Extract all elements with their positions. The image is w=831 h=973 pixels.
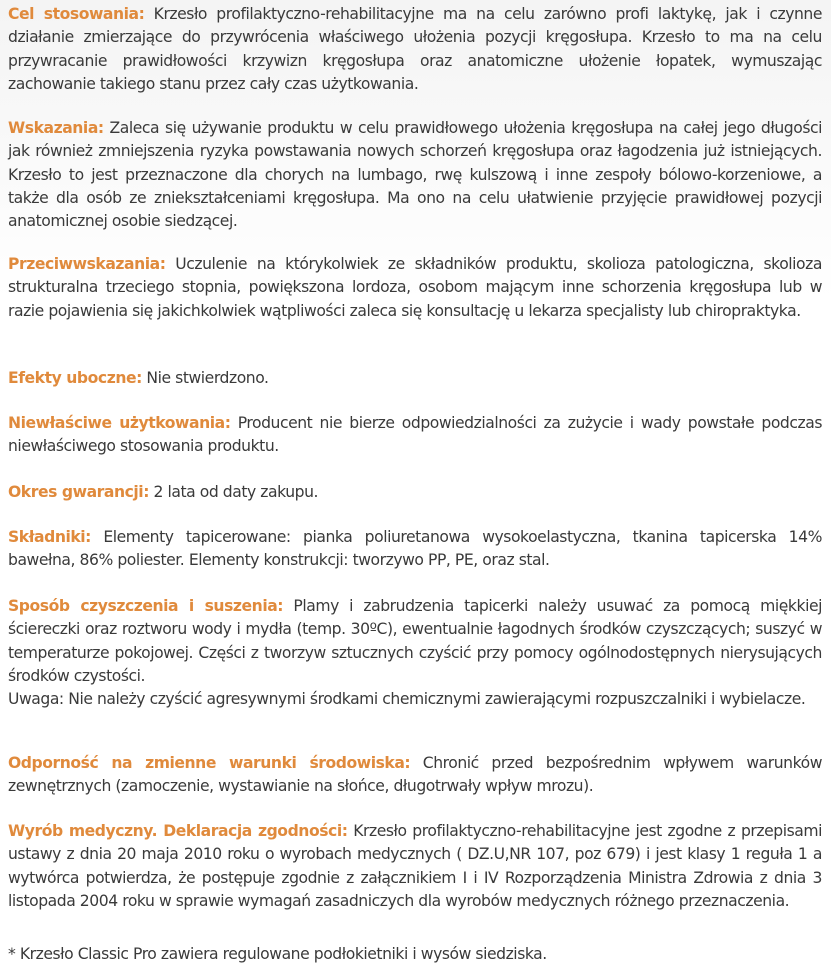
section-label: Wyrób medyczny. Deklaracja zgodności:	[8, 822, 348, 840]
section-text: Producent nie bierze odpowiedzialności za zużycie i wady powstałe podczas niewłaściwego stosowania produktu.	[8, 414, 823, 456]
cleaning-warning-note: Uwaga: Nie należy czyścić agresywnymi środkami chemicznymi zawierającymi rozpuszczalniki i wybielacze.	[8, 690, 806, 709]
section-text: Uczulenie na którykolwiek ze składników produktu, skolioza patologiczna, skolioza strukturalna trzeciego stopnia, powiększona lordoza, osobom mającym inne schorzenia kręgosłupa lub w razie pojawienia się jakichkolwiek wątpliwości zaleca się konsultację u lekarza specjalisty lub chiropraktyka.	[8, 255, 822, 320]
section-label: Niewłaściwe użytkowania:	[8, 414, 231, 432]
section-label: Odporność na zmienne warunki środowiska:	[8, 754, 411, 772]
section-text: Elementy tapicerowane: pianka poliuretanowa wysokoelastyczna, tkanina tapicerska 14% bawełna, 86% poliester. Elementy konstrukcji: tworzywo PP, PE, oraz stal.	[8, 528, 822, 570]
section-label: Składniki:	[8, 528, 91, 546]
section-text: Nie stwierdzono.	[141, 369, 269, 387]
section-label: Sposób czyszczenia i suszenia:	[8, 597, 284, 615]
section-text: 2 lata od daty zakupu.	[148, 483, 319, 501]
section-text: Krzesło profilaktyczno-rehabilitacyjne jest zgodne z przepisami ustawy z dnia 20 maja 2010 roku o wyrobach medycznych ( DZ.U,NR 107, poz 679) i jest klasy 1 reguła 1 a wytwórca potwierdza, że postępuje zgodnie z załącznikiem I i IV Rozporządzenia Ministra Zdrowia z dnia 3 listopada 2004 roku w sprawie wymagań zasadniczych dla wyrobów medycznych różnego przeznaczenia.	[8, 822, 822, 910]
section-label: Efekty uboczne:	[8, 369, 142, 387]
section-text: Chronić przed bezpośrednim wpływem warunków zewnętrznych (zamoczenie, wystawianie na słońce, długotrwały wpływ mrozu).	[8, 754, 823, 796]
section-improper-use	[8, 412, 822, 459]
section-warranty	[8, 481, 822, 504]
section-label: Cel stosowania:	[8, 5, 145, 23]
section-label: Przeciwwskazania:	[8, 255, 166, 273]
section-text: Zaleca się używanie produktu w celu prawidłowego ułożenia kręgosłupa na całej jego długości jak również zmniejszenia ryzyka powstawania nowych schorzeń kręgosłupa oraz łagodzenia już istniejących. Krzesło to jest przeznaczone dla chorych na lumbago, rwę kulszową i inne zespoły bólowo-korzeniowe, a także dla osób ze zniekształceniami kręgosłupa. Ma ono na celu ułatwienie przyjęcie prawidłowej pozycji anatomicznej osobie siedzącej.	[8, 119, 822, 231]
section-environmental-resistance	[8, 752, 822, 799]
section-indications	[8, 117, 822, 233]
section-text: Krzesło profilaktyczno-rehabilitacyjne ma na celu zarówno profi laktykę, jak i czynne działanie zmierzające do przywrócenia właściwego ułożenia pozycji kręgosłupa. Krzesło to ma na celu przywracanie prawidłowości krzywizn kręgosłupa oraz anatomiczne ułożenie łopatek, wymuszając zachowanie takiego stanu przez cały czas użytkowania.	[8, 5, 822, 93]
footnote: * Krzesło Classic Pro zawiera regulowane podłokietniki i wysów siedziska.	[8, 945, 547, 963]
section-cleaning	[8, 595, 822, 711]
section-intended-use	[8, 3, 822, 96]
section-materials	[8, 526, 822, 573]
section-medical-device-declaration	[8, 820, 822, 913]
section-side-effects	[8, 367, 822, 390]
section-label: Okres gwarancji:	[8, 483, 149, 501]
section-contraindications	[8, 253, 822, 323]
section-text: Plamy i zabrudzenia tapicerki należy usuwać za pomocą miękkiej ściereczki oraz roztworu wody i mydła (temp. 30ºC), ewentualnie łagodnych środków czyszczących; suszyć w temperaturze pokojowej. Części z tworzyw sztucznych czyścić przy pomocy ogólnodostępnych nierysujących środków czystości.	[8, 597, 822, 685]
section-label: Wskazania:	[8, 119, 104, 137]
